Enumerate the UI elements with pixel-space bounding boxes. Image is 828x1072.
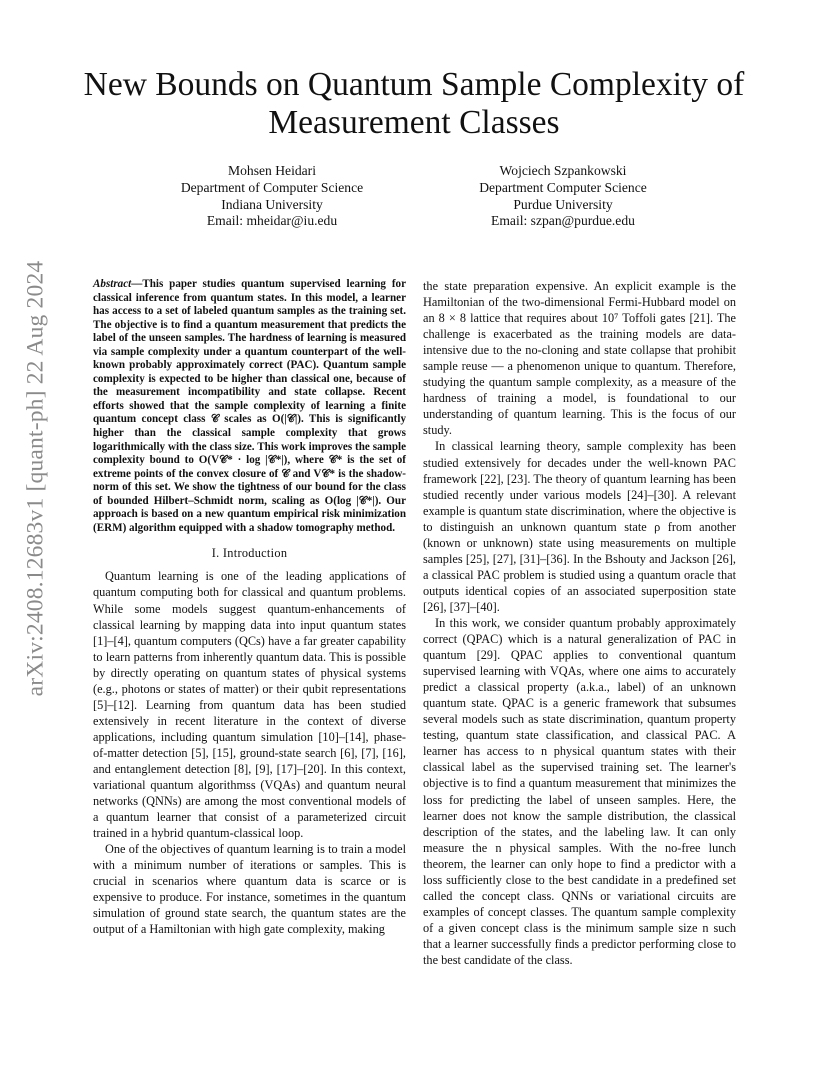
author-name: Wojciech Szpankowski xyxy=(499,163,627,178)
body-paragraph: In classical learning theory, sample complexity has been studied extensively for decades under the well-known PAC framework [22], [23]. The theory of quantum learning has been studied recently under various models [24]–[30]. A relevant example is quantum state discrimination, where the objective is to distinguish an unknown quantum state ρ from another (known or unknown) state using measurements on multiple samples [25], [27], [31]–[36]. In the Bshouty and Jackson [26], a classical PAC problem is studied using a quantum oracle that outputs identical copies of an associated superposition state [26], [37]–[40]. xyxy=(423,439,736,614)
author-institution: Purdue University xyxy=(513,196,613,212)
body-paragraph: the state preparation expensive. An explicit example is the Hamiltonian of the two-dimensional Fermi-Hubbard model on an 8 × 8 lattice that requires about 10⁷ Toffoli gates [21]. The challenge is exacerbated as the training models are data-intensive due to the no-cloning and state collapse that prohibit sample reuse — a phenomenon unique to quantum. Therefore, studying the quantum sample complexity, as a measure of the hardness of training a model, is foundational to our understanding of quantum learning. This is the focus of our study. xyxy=(423,279,736,438)
arxiv-id-text: arXiv:2408.12683v1 [quant-ph] 22 Aug 2024 xyxy=(22,260,49,696)
author-block-1 xyxy=(152,163,392,230)
section-heading-introduction: I. Introduction xyxy=(211,546,288,561)
body-paragraph: Quantum learning is one of the leading applications of quantum computing both for classical and quantum problems. While some models suggest quantum-enhancements of classical learning by mapping data into input quantum states [1]–[4], quantum computers (QCs) have a far greater capability to learn patterns from inherently quantum data. This is possible by directly operating on quantum states of physical systems (e.g., photons or states of matter) or their qubit representations [5]–[12]. Learning from quantum data has been studied extensively in recent literature in the context of diverse applications, including quantum simulation [10]–[14], phase-of-matter detection [5], [15], ground-state search [6], [7], [16], and entanglement detection [8], [9], [17]–[20]. In this context, variational quantum algorithmss (VQAs) and quantum neural networks (QNNs) are among the most conventional models of a quantum learner that consist of a parameterized circuit trained in a hybrid quantum-classical loop. xyxy=(93,569,406,841)
author-name: Mohsen Heidari xyxy=(228,163,316,178)
left-column xyxy=(93,278,406,938)
right-column xyxy=(423,278,736,968)
paper-title: New Bounds on Quantum Sample Complexity of Measurement Classes xyxy=(83,66,745,141)
author-email: Email: mheidar@iu.edu xyxy=(206,213,338,229)
abstract-text: —This paper studies quantum supervised learning for classical inference from quantum states. In this model, a learner has access to a set of labeled quantum samples as the training set. The objective is to find a quantum measurement that predicts the label of the unseen samples. The hardness of learning is measured via sample complexity under a quantum counterpart of the well-known probably approximately correct (PAC). Quantum sample complexity is expected to be higher than classical one, because of the measurement incompatibility and state collapse. Recent efforts showed that the sample complexity of learning a finite quantum concept class 𝒞 scales as O(|𝒞|). This is significantly higher than the classical sample complexity that grows logarithmically with the class size. This work improves the sample complexity bound to O(V𝒞* · log |𝒞*|), where 𝒞* is the set of extreme points of the convex closure of 𝒞 and V𝒞* is the shadow-norm of this set. We show the tightness of our bound for the class of bounded Hilbert–Schmidt norm, scaling as O(log |𝒞*|). Our approach is based on a new quantum empirical risk minimization (ERM) algorithm equipped with a shadow tomography method. xyxy=(93,278,406,534)
author-department: Department Computer Science xyxy=(479,179,647,195)
body-paragraph: One of the objectives of quantum learning is to train a model with a minimum number of iterations or samples. This is crucial in scenarios where quantum data is scarce or is expensive to produce. For instance, sometimes in the quantum simulation of ground state search, the quantum states are the output of a Hamiltonian with high gate complexity, making xyxy=(93,842,406,937)
abstract xyxy=(93,278,406,535)
author-email: Email: szpan@purdue.edu xyxy=(491,213,635,229)
body-paragraph: In this work, we consider quantum probably approximately correct (QPAC) which is a natural generalization of PAC in quantum [29]. QPAC applies to conventional quantum supervised learning with VQAs, where one aims to accurately predict a classical property (a.k.a., label) of an unknown quantum state. QPAC is a generic framework that subsumes several models such as state discrimination, quantum property testing, quantum state classification, and classical PAC. A learner has access to n physical quantum states with their classical label as the supervised training set. The learner's objective is to find a quantum measurement that minimizes the loss for predicting the label of unseen samples. Here, the learner does not know the sample distribution, the classical description of the states, and the labeling law. It can only measure the n physical samples. With the no-free lunch theorem, the learner can only hope to find a predictor with a loss sufficiently close to the best candidate in a predefined set called the concept class. QNNs or variational circuits are examples of concept classes. The quantum sample complexity of a given concept class is the minimum sample size n such that a learner successfully finds a predictor performing close to the best candidate of the class. xyxy=(423,615,736,967)
abstract-label: Abstract xyxy=(93,278,132,290)
arxiv-identifier-stamp xyxy=(14,238,58,718)
author-institution: Indiana University xyxy=(221,196,323,212)
author-department: Department of Computer Science xyxy=(180,179,364,195)
author-block-2 xyxy=(443,163,683,230)
